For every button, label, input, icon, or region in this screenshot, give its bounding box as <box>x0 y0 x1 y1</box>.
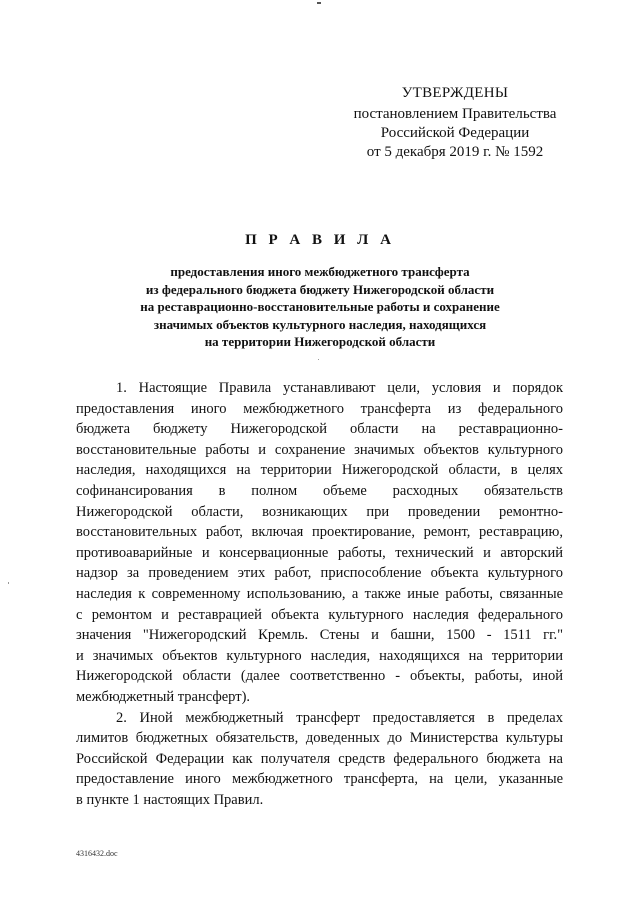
text-line: межбюджетный трансферт). <box>76 688 251 705</box>
text-line: бюджета бюджету Нижегородской области на реставрационно- <box>76 421 563 438</box>
subtitle-line: значимых объектов культурного наследия, находящихся <box>153 316 487 332</box>
approval-stamp <box>330 84 580 162</box>
text-line: наследия к современному использованию, а также иные работы, связанные <box>76 585 563 602</box>
text-line: 1. Настоящие Правила устанавливают цели, условия и порядок <box>116 380 563 396</box>
text-line: в пункте 1 настоящих Правил. <box>76 791 264 808</box>
text-line: предоставления иного межбюджетного трансферта из федерального <box>76 400 563 417</box>
scan-dot <box>8 582 9 584</box>
text-line: 2. Иной межбюджетный трансферт предоставляется в пределах <box>116 709 563 726</box>
text-line: Российской Федерации как получателя средств федерального бюджета на <box>76 750 563 767</box>
subtitle-line: из федерального бюджета бюджету Нижегородской области <box>145 281 495 297</box>
approval-heading: УТВЕРЖДЕНЫ <box>401 85 509 101</box>
paragraph-1 <box>76 378 563 708</box>
subtitle-line: предоставления иного межбюджетного трансферта <box>170 264 470 279</box>
text-line: Нижегородской области (далее соответственно - объекты, работы, иной <box>76 668 563 685</box>
file-code: 4316432.doc <box>76 849 118 858</box>
text-line: предоставление иного межбюджетного трансферта, на цели, указанные <box>76 771 563 788</box>
text-line: наследия, находящихся на территории Нижегородской области, в целях <box>76 462 563 479</box>
text-line: лимитов бюджетных обязательств, доведенных до Министерства культуры <box>76 730 563 747</box>
subtitle-line: на реставрационно-восстановительные работы и сохранение <box>140 299 500 314</box>
rules-title-block <box>80 232 560 351</box>
scan-mark <box>317 2 321 4</box>
approval-line: Российской Федерации <box>380 125 530 141</box>
text-line: и значимых объектов культурного наследия, находящихся на территории <box>76 647 563 664</box>
text-line: софинансирования в полном объеме расходных обязательств <box>76 482 563 499</box>
text-line: с ремонтом и реставрацией объекта культурного наследия федерального <box>76 606 563 623</box>
text-line: значения "Нижегородский Кремль. Стены и башни, 1500 - 1511 гг." <box>76 627 563 644</box>
text-line: Нижегородской области, возникающих при проведении ремонтно- <box>76 503 563 520</box>
text-line: восстановительных работ, включая проектирование, ремонт, реставрацию, <box>76 524 563 541</box>
approval-line: постановлением Правительства <box>353 106 557 122</box>
text-line: надзор за проведением этих работ, приспособление объекта культурного <box>76 565 563 582</box>
subtitle-line: на территории Нижегородской области <box>204 334 436 349</box>
text-line: противоаварийные и консервационные работы, технический и авторский <box>76 544 563 561</box>
paragraph-2 <box>76 708 563 811</box>
approval-date-number: от 5 декабря 2019 г. № 1592 <box>366 144 544 160</box>
document-title: П Р А В И Л А <box>245 232 395 248</box>
scan-dot <box>318 359 319 360</box>
text-line: восстановительные работы и сохранение значимых объектов культурного <box>76 441 563 458</box>
document-body <box>76 378 563 810</box>
